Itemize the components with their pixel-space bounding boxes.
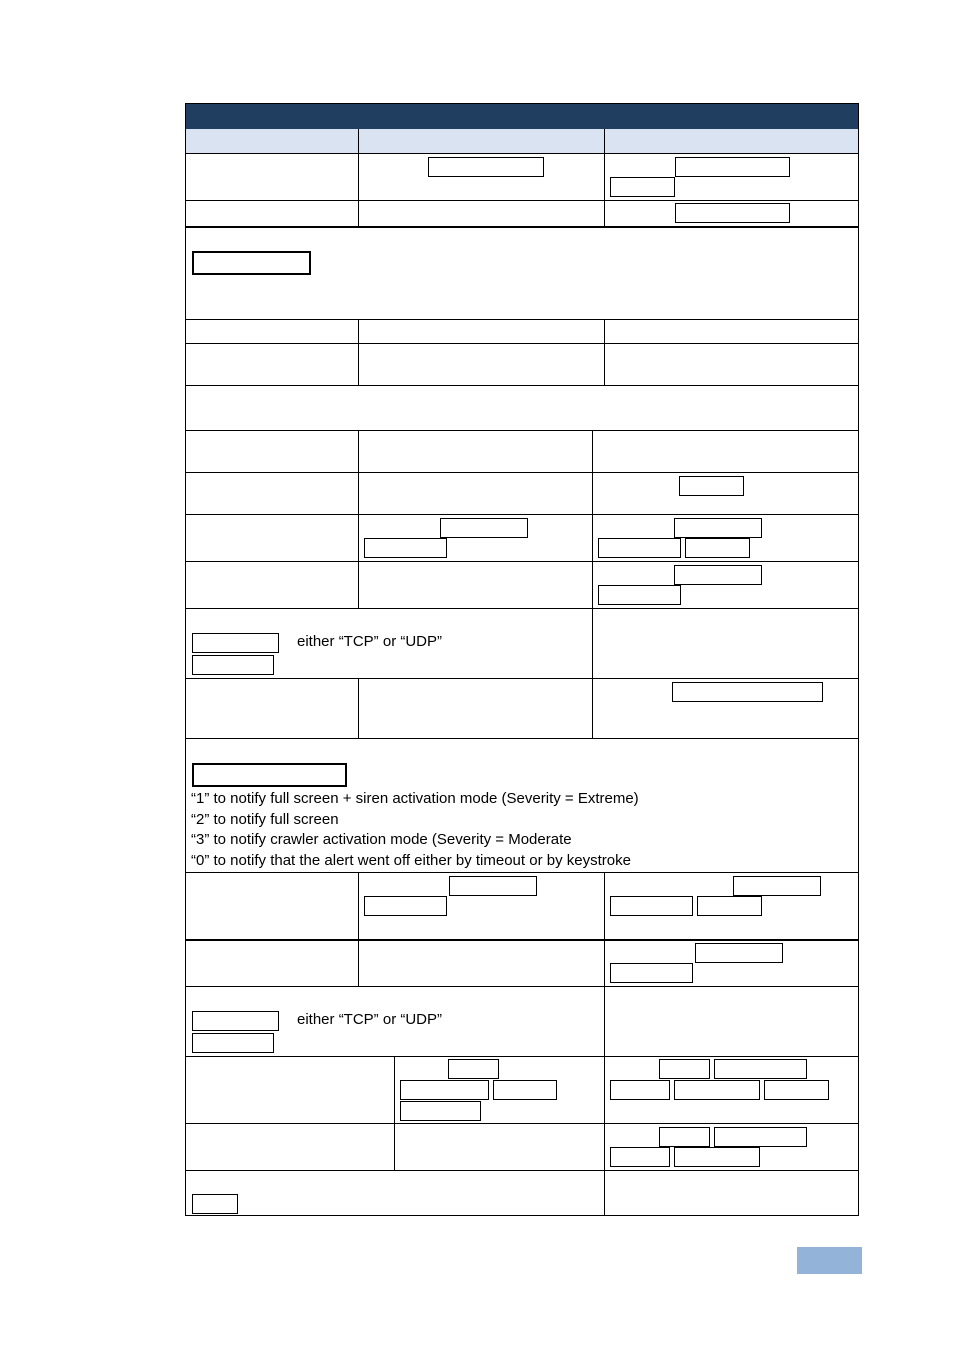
outlined-box [610, 1147, 670, 1167]
tcp-udp-note: either “TCP” or “UDP” [297, 633, 443, 650]
outlined-box [610, 896, 693, 916]
column-divider [604, 129, 605, 227]
outlined-box [674, 1080, 760, 1100]
outlined-box [598, 538, 681, 558]
outlined-box [400, 1101, 481, 1121]
row-divider [185, 1056, 859, 1057]
table-border-right [858, 103, 859, 1216]
row-divider [185, 1170, 859, 1171]
table-border-left [185, 103, 186, 1216]
outlined-box [697, 896, 762, 916]
outlined-box [733, 876, 821, 896]
notification-mode-2: “2” to notify full screen [191, 811, 339, 828]
table-header-bar [185, 103, 859, 129]
outlined-box [679, 476, 744, 496]
outlined-box [400, 1080, 489, 1100]
outlined-box [695, 943, 783, 963]
row-divider [185, 472, 859, 473]
row-divider [185, 1123, 859, 1124]
row-divider [185, 200, 859, 201]
row-divider [185, 986, 859, 987]
row-divider [185, 561, 859, 562]
column-divider [394, 1056, 395, 1170]
row-divider [185, 226, 859, 228]
outlined-box [192, 633, 279, 653]
outlined-box [764, 1080, 829, 1100]
row-divider [185, 738, 859, 739]
row-divider [185, 430, 859, 431]
column-divider [358, 430, 359, 608]
outlined-box [674, 565, 762, 585]
outlined-box [685, 538, 750, 558]
outlined-box [448, 1059, 499, 1079]
outlined-box [674, 518, 762, 538]
outlined-box [714, 1059, 807, 1079]
outlined-box [598, 585, 681, 605]
outlined-box [192, 763, 347, 787]
outlined-box [610, 177, 675, 197]
row-divider [185, 385, 859, 386]
row-divider [185, 343, 859, 344]
outlined-box [674, 1147, 760, 1167]
column-divider [358, 678, 359, 738]
outlined-box [192, 1011, 279, 1031]
column-divider [358, 129, 359, 227]
column-divider [592, 430, 593, 738]
row-divider [185, 872, 859, 873]
outlined-box [714, 1127, 807, 1147]
outlined-box [440, 518, 528, 538]
notification-mode-0: “0” to notify that the alert went off either by timeout or by keystroke [191, 852, 631, 869]
row-divider [185, 678, 859, 679]
column-divider [358, 319, 359, 385]
outlined-box [192, 251, 311, 275]
column-divider [358, 872, 359, 986]
outlined-box [192, 1033, 274, 1053]
outlined-box [192, 1194, 238, 1214]
outlined-box [659, 1059, 710, 1079]
outlined-box [675, 203, 790, 223]
row-divider [185, 939, 859, 941]
outlined-box [610, 963, 693, 983]
outlined-box [428, 157, 544, 177]
notification-mode-3: “3” to notify crawler activation mode (Severity = Moderate [191, 831, 572, 848]
page-number-tab [797, 1247, 862, 1274]
outlined-box [672, 682, 823, 702]
column-divider [604, 872, 605, 1215]
outlined-box [449, 876, 537, 896]
column-divider [604, 319, 605, 385]
table-column-header-row [185, 129, 859, 153]
outlined-box [493, 1080, 557, 1100]
outlined-box [192, 655, 274, 675]
row-divider [185, 103, 859, 104]
outlined-box [364, 538, 447, 558]
notification-mode-1: “1” to notify full screen + siren activation mode (Severity = Extreme) [191, 790, 639, 807]
row-divider [185, 608, 859, 609]
row-divider [185, 1215, 859, 1216]
outlined-box [659, 1127, 710, 1147]
row-divider [185, 153, 859, 154]
outlined-box [364, 896, 447, 916]
tcp-udp-note: either “TCP” or “UDP” [297, 1011, 443, 1028]
outlined-box [675, 157, 790, 177]
row-divider [185, 319, 859, 320]
outlined-box [610, 1080, 670, 1100]
row-divider [185, 514, 859, 515]
